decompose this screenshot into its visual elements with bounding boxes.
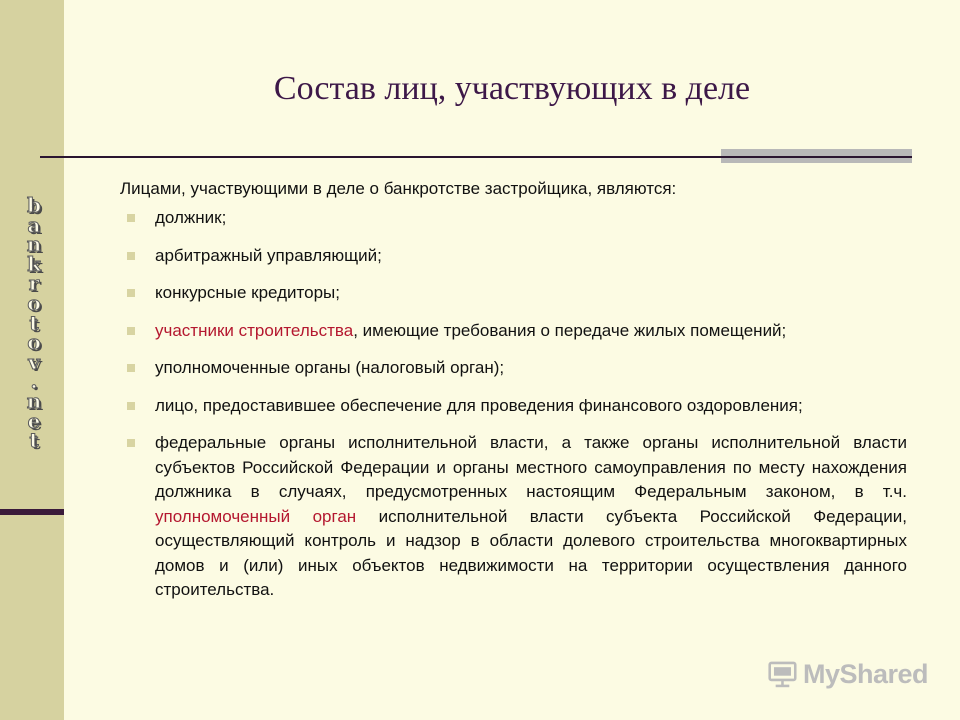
logo-letter: r (28, 271, 40, 296)
sidebar-accent-bar (0, 509, 64, 515)
logo-letter: o (27, 330, 41, 355)
item-text: должник; (155, 208, 227, 227)
bullet-icon (127, 252, 135, 260)
title-rule (40, 156, 912, 158)
list-item (120, 356, 907, 381)
logo-letter: n (26, 388, 42, 413)
item-text: исполнительной власти субъекта Российской Федерации, осуществляющий контроль и надзор в области долевого строительства многоквартирных домов и (или) иных объектов недвижимости на территории осуществления данного строительства. (155, 506, 907, 599)
logo-letter: t (29, 428, 39, 453)
bullet-icon (127, 439, 135, 447)
left-sidebar (0, 0, 64, 720)
list-item (120, 319, 907, 344)
bullet-icon (127, 402, 135, 410)
logo-letter: a (27, 212, 41, 237)
list-item (120, 281, 907, 306)
item-text: , имеющие требования о передаче жилых помещений; (353, 320, 787, 340)
watermark (768, 656, 928, 692)
participants-list (120, 206, 910, 603)
logo-letter: b (27, 193, 41, 217)
slide-title: Состав лиц, участвующих в деле (273, 70, 751, 107)
item-text: лицо, предоставившее обеспечение для проведения финансового оздоровления; (155, 395, 803, 415)
watermark-text: MyShared (802, 658, 928, 689)
logo-letter: e (27, 408, 41, 433)
bankrotov-logo (20, 193, 48, 453)
bullet-icon (127, 214, 135, 222)
highlighted-term: участники строительства (155, 320, 354, 340)
intro-text: Лицами, участвующими в деле о банкротстве застройщика, являются: (120, 179, 677, 198)
logo-letter: t (29, 310, 39, 335)
logo-letter: n (26, 232, 42, 257)
bullet-icon (127, 327, 135, 335)
item-text: арбитражный управляющий; (155, 245, 382, 265)
list-item (120, 244, 907, 269)
list-item (120, 206, 907, 231)
list-item (120, 394, 907, 419)
item-text: конкурсные кредиторы; (155, 283, 340, 302)
logo-letter: o (27, 290, 41, 315)
bullet-icon (127, 364, 135, 372)
highlighted-term: уполномоченный орган (155, 506, 357, 526)
item-text: уполномоченные органы (налоговый орган); (155, 358, 505, 377)
logo-letter: v (28, 349, 40, 374)
bullet-icon (127, 289, 135, 297)
slide-content (120, 178, 910, 616)
item-text: федеральные органы исполнительной власти, а также органы исполнительной власти субъектов Российской Федерации и органы местного самоуправления по месту нахождения должника в случаях, предусмотренных настоящим Федеральным законом, в т.ч. (155, 433, 907, 501)
presentation-icon (768, 658, 797, 690)
list-item (120, 431, 907, 603)
logo-letter: k (27, 251, 41, 276)
logo-letter: . (30, 369, 38, 394)
